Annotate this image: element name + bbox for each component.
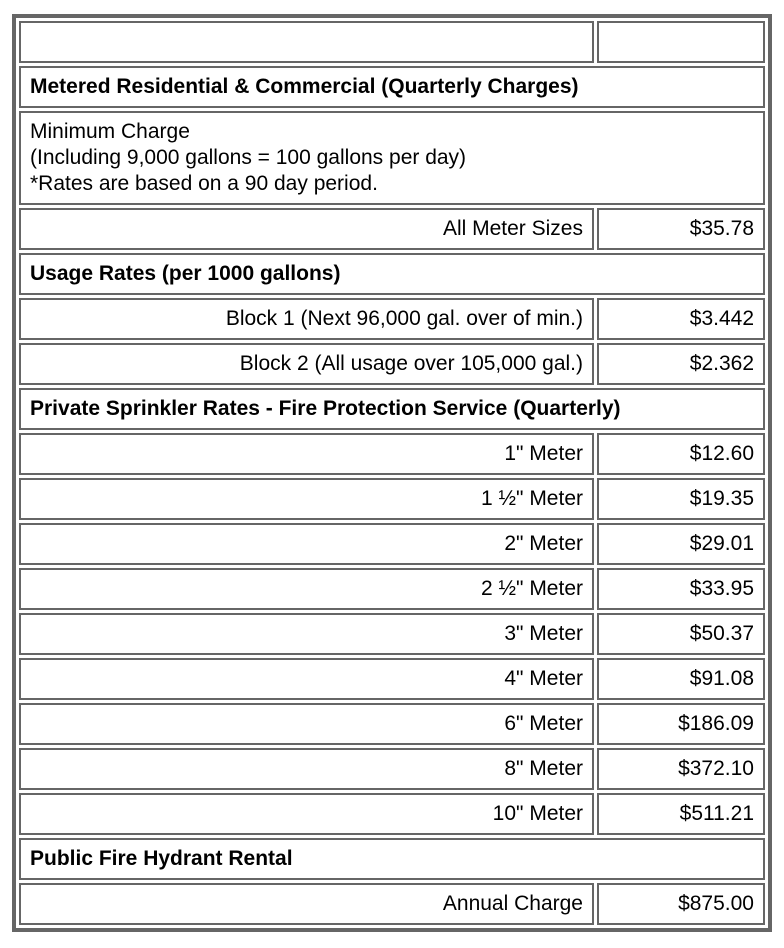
minimum-charge-note-row — [19, 111, 765, 205]
rate-value-cell: $372.10 — [597, 748, 765, 790]
rate-value-cell: $33.95 — [597, 568, 765, 610]
section-row-usage-rates — [19, 253, 765, 295]
rate-value-cell: $12.60 — [597, 433, 765, 475]
rate-value-cell: $511.21 — [597, 793, 765, 835]
rate-row-6in-meter — [19, 703, 765, 745]
section-row-hydrant-rental — [19, 838, 765, 880]
note-line-1: Minimum Charge — [30, 120, 190, 143]
rate-value-cell: $2.362 — [597, 343, 765, 385]
rate-label-cell: 10" Meter — [19, 793, 594, 835]
rate-value-cell: $29.01 — [597, 523, 765, 565]
rate-row-8in-meter — [19, 748, 765, 790]
minimum-charge-note — [19, 111, 765, 205]
section-label: Usage Rates (per 1000 gallons) — [19, 253, 765, 295]
rate-label-cell: 2" Meter — [19, 523, 594, 565]
rate-value-cell: $19.35 — [597, 478, 765, 520]
rate-value-cell: $50.37 — [597, 613, 765, 655]
rate-label-cell: All Meter Sizes — [19, 208, 594, 250]
rate-label-cell: 3" Meter — [19, 613, 594, 655]
rate-row-1-5in-meter — [19, 478, 765, 520]
rate-row-10in-meter — [19, 793, 765, 835]
section-label: Public Fire Hydrant Rental — [19, 838, 765, 880]
rate-row-block-1 — [19, 298, 765, 340]
rate-value-cell: $35.78 — [597, 208, 765, 250]
rate-label-cell: 4" Meter — [19, 658, 594, 700]
note-line-3: *Rates are based on a 90 day period. — [30, 172, 378, 195]
rate-label-cell: Annual Charge — [19, 883, 594, 925]
rate-label-cell: 6" Meter — [19, 703, 594, 745]
rate-value-cell: $875.00 — [597, 883, 765, 925]
section-row-private-sprinkler — [19, 388, 765, 430]
rate-label-cell: 8" Meter — [19, 748, 594, 790]
section-row-metered — [19, 66, 765, 108]
rate-label-cell: 1" Meter — [19, 433, 594, 475]
rate-row-2in-meter — [19, 523, 765, 565]
rate-value-cell: $186.09 — [597, 703, 765, 745]
rate-row-4in-meter — [19, 658, 765, 700]
rate-label-cell: 1 ½" Meter — [19, 478, 594, 520]
note-line-2: (Including 9,000 gallons = 100 gallons per day) — [30, 146, 467, 169]
rate-value-cell: $91.08 — [597, 658, 765, 700]
classification-header: Classification — [19, 21, 594, 63]
rates-header: Rates* — [597, 21, 765, 63]
rate-label-cell: 2 ½" Meter — [19, 568, 594, 610]
rate-label-cell: Block 1 (Next 96,000 gal. over of min.) — [19, 298, 594, 340]
rate-row-all-meter-sizes — [19, 208, 765, 250]
section-label: Metered Residential & Commercial (Quarterly Charges) — [19, 66, 765, 108]
section-label: Private Sprinkler Rates - Fire Protection Service (Quarterly) — [19, 388, 765, 430]
rates-table — [12, 14, 772, 932]
rate-value-cell: $3.442 — [597, 298, 765, 340]
rate-row-1in-meter — [19, 433, 765, 475]
rate-row-block-2 — [19, 343, 765, 385]
rate-label-cell: Block 2 (All usage over 105,000 gal.) — [19, 343, 594, 385]
rate-row-3in-meter — [19, 613, 765, 655]
rate-row-2-5in-meter — [19, 568, 765, 610]
header-row — [19, 21, 765, 63]
rate-row-annual-charge — [19, 883, 765, 925]
